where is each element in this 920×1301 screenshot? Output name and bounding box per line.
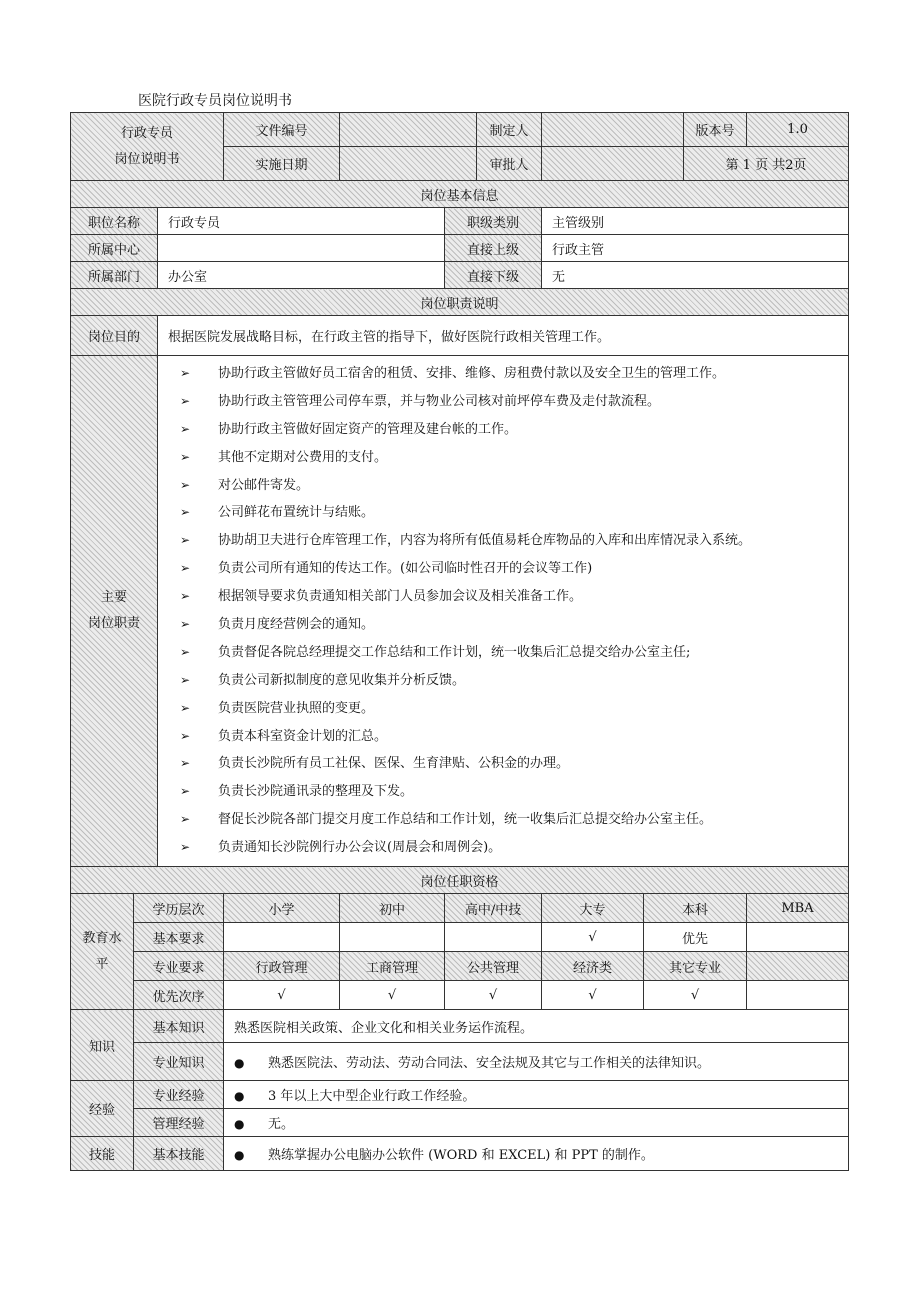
duty-text: 负责公司所有通知的传达工作。(如公司临时性召开的会议等工作) bbox=[218, 561, 593, 577]
subordinate-value: 无 bbox=[542, 262, 849, 289]
edu-level-cell: MBA bbox=[747, 894, 849, 923]
duty-list bbox=[158, 356, 848, 866]
approver-label: 审批人 bbox=[477, 147, 542, 181]
arrow-bullet-icon: ➢ bbox=[180, 812, 191, 827]
duty-item bbox=[180, 444, 848, 472]
duty-item bbox=[180, 360, 848, 388]
basic-req-cell bbox=[445, 923, 542, 952]
duty-item bbox=[180, 416, 848, 444]
mgmt-experience-cell bbox=[224, 1109, 849, 1137]
basic-skill-label: 基本技能 bbox=[134, 1137, 224, 1171]
duty-text: 负责本科室资金计划的汇总。 bbox=[218, 728, 388, 744]
knowledge-label: 知识 bbox=[71, 1010, 134, 1081]
arrow-bullet-icon: ➢ bbox=[180, 756, 191, 771]
main-duties-label-line1: 主要 bbox=[100, 590, 127, 606]
page-info: 第 1 页 共2页 bbox=[684, 147, 849, 181]
edu-level-cell: 本科 bbox=[644, 894, 747, 923]
duty-item bbox=[180, 834, 848, 862]
arrow-bullet-icon: ➢ bbox=[180, 617, 191, 632]
experience-label: 经验 bbox=[71, 1081, 134, 1137]
basic-req-cell bbox=[224, 923, 340, 952]
priority-cell bbox=[747, 981, 849, 1010]
pro-knowledge-label: 专业知识 bbox=[134, 1043, 224, 1081]
bullet-dot: ● bbox=[234, 1089, 245, 1104]
edu-level-label: 学历层次 bbox=[134, 894, 224, 923]
center-value bbox=[158, 235, 445, 262]
arrow-bullet-icon: ➢ bbox=[180, 366, 191, 380]
basic-req-cell bbox=[747, 923, 849, 952]
duty-text: 督促长沙院各部门提交月度工作总结和工作计划，统一收集后汇总提交给办公室主任。 bbox=[218, 812, 713, 828]
duty-text: 协助行政主管管理公司停车票，并与物业公司核对前坪停车费及走付款流程。 bbox=[218, 393, 661, 409]
basic-skill-value: 熟练掌握办公电脑办公软件 (WORD 和 EXCEL) 和 PPT 的制作。 bbox=[268, 1148, 654, 1164]
duty-item bbox=[180, 806, 848, 834]
basic-skill-cell bbox=[224, 1137, 849, 1171]
major-cell bbox=[747, 952, 849, 981]
major-cell: 公共管理 bbox=[445, 952, 542, 981]
pro-knowledge-cell bbox=[224, 1043, 849, 1081]
main-duties-label bbox=[71, 356, 158, 867]
duty-item bbox=[180, 639, 848, 667]
approver-value bbox=[542, 147, 684, 181]
edu-level-cell: 小学 bbox=[224, 894, 340, 923]
duty-item bbox=[180, 750, 848, 778]
arrow-bullet-icon: ➢ bbox=[180, 561, 191, 576]
mgmt-experience-value: 无。 bbox=[268, 1117, 295, 1133]
duty-item bbox=[180, 527, 848, 555]
duty-item bbox=[180, 499, 848, 527]
duty-text: 协助行政主管做好固定资产的管理及建台帐的工作。 bbox=[218, 421, 518, 437]
duty-text: 负责月度经营例会的通知。 bbox=[218, 617, 375, 633]
major-cell: 行政管理 bbox=[224, 952, 340, 981]
arrow-bullet-icon: ➢ bbox=[180, 505, 191, 520]
duty-text: 负责公司新拟制度的意见收集并分析反馈。 bbox=[218, 672, 466, 688]
major-cell: 工商管理 bbox=[340, 952, 445, 981]
duty-text: 负责医院营业执照的变更。 bbox=[218, 700, 375, 716]
duty-item bbox=[180, 472, 848, 500]
education-label-line2: 平 bbox=[95, 956, 109, 972]
basic-req-label: 基本要求 bbox=[134, 923, 224, 952]
basic-knowledge-label: 基本知识 bbox=[134, 1010, 224, 1043]
basic-req-cell: 优先 bbox=[644, 923, 747, 952]
major-cell: 其它专业 bbox=[644, 952, 747, 981]
bullet-dot: ● bbox=[234, 1117, 245, 1132]
duty-item bbox=[180, 583, 848, 611]
basic-info-section-title: 岗位基本信息 bbox=[71, 181, 849, 208]
duty-item bbox=[180, 723, 848, 751]
duty-item bbox=[180, 778, 848, 806]
job-name-label: 职位名称 bbox=[71, 208, 158, 235]
pro-experience-value: 3 年以上大中型企业行政工作经验。 bbox=[268, 1089, 476, 1105]
arrow-bullet-icon: ➢ bbox=[180, 421, 191, 436]
priority-label: 优先次序 bbox=[134, 981, 224, 1010]
duty-text: 其他不定期对公费用的支付。 bbox=[218, 449, 388, 465]
mgmt-experience-label: 管理经验 bbox=[134, 1109, 224, 1137]
doc-name-line1: 行政专员 bbox=[120, 125, 173, 141]
level-value: 主管级别 bbox=[542, 208, 849, 235]
priority-cell: √ bbox=[445, 981, 542, 1010]
file-no-value bbox=[340, 113, 477, 147]
edu-level-cell: 大专 bbox=[542, 894, 644, 923]
major-cell: 经济类 bbox=[542, 952, 644, 981]
priority-cell: √ bbox=[644, 981, 747, 1010]
duties-section-title: 岗位职责说明 bbox=[71, 289, 849, 316]
arrow-bullet-icon: ➢ bbox=[180, 672, 191, 687]
purpose-label: 岗位目的 bbox=[71, 316, 158, 356]
effective-date-value bbox=[340, 147, 477, 181]
arrow-bullet-icon: ➢ bbox=[180, 477, 191, 492]
duty-text: 公司鲜花布置统计与结账。 bbox=[218, 505, 375, 521]
doc-name-line2: 岗位说明书 bbox=[114, 151, 180, 167]
education-label-line1: 教育水 bbox=[82, 930, 122, 946]
edu-level-cell: 高中/中技 bbox=[445, 894, 542, 923]
center-label: 所属中心 bbox=[71, 235, 158, 262]
bullet-dot: ● bbox=[234, 1056, 245, 1071]
arrow-bullet-icon: ➢ bbox=[180, 589, 191, 604]
main-duties-label-line2: 岗位职责 bbox=[87, 616, 140, 632]
document-title: 医院行政专员岗位说明书 bbox=[138, 93, 292, 109]
duty-text: 负责通知长沙院例行办公会议(周晨会和周例会)。 bbox=[218, 840, 502, 856]
pro-experience-label: 专业经验 bbox=[134, 1081, 224, 1109]
superior-label: 直接上级 bbox=[445, 235, 542, 262]
duty-text: 负责长沙院通讯录的整理及下发。 bbox=[218, 784, 414, 800]
subordinate-label: 直接下级 bbox=[445, 262, 542, 289]
duty-item bbox=[180, 611, 848, 639]
priority-cell: √ bbox=[340, 981, 445, 1010]
arrow-bullet-icon: ➢ bbox=[180, 449, 191, 464]
duty-text: 协助行政主管做好员工宿舍的租赁、安排、维修、房租费付款以及安全卫生的管理工作。 bbox=[218, 366, 726, 381]
duty-list-cell bbox=[158, 356, 849, 867]
duty-item bbox=[180, 388, 848, 416]
arrow-bullet-icon: ➢ bbox=[180, 533, 191, 548]
priority-cell: √ bbox=[542, 981, 644, 1010]
basic-knowledge-value: 熟悉医院相关政策、企业文化和相关业务运作流程。 bbox=[224, 1010, 849, 1043]
arrow-bullet-icon: ➢ bbox=[180, 644, 191, 659]
job-name-value: 行政专员 bbox=[158, 208, 445, 235]
duty-text: 负责长沙院所有员工社保、医保、生育津贴、公积金的办理。 bbox=[218, 756, 570, 772]
superior-value: 行政主管 bbox=[542, 235, 849, 262]
version-label: 版本号 bbox=[684, 113, 747, 147]
education-label bbox=[71, 894, 134, 1010]
effective-date-label: 实施日期 bbox=[224, 147, 340, 181]
arrow-bullet-icon: ➢ bbox=[180, 728, 191, 743]
bullet-dot: ● bbox=[234, 1148, 245, 1163]
duty-item bbox=[180, 695, 848, 723]
file-no-label: 文件编号 bbox=[224, 113, 340, 147]
basic-req-cell: √ bbox=[542, 923, 644, 952]
author-value bbox=[542, 113, 684, 147]
major-label: 专业要求 bbox=[134, 952, 224, 981]
duty-text: 协助胡卫夫进行仓库管理工作，内容为将所有低值易耗仓库物品的入库和出库情况录入系统。 bbox=[218, 533, 752, 549]
priority-cell: √ bbox=[224, 981, 340, 1010]
arrow-bullet-icon: ➢ bbox=[180, 700, 191, 715]
skill-label: 技能 bbox=[71, 1137, 134, 1171]
edu-level-cell: 初中 bbox=[340, 894, 445, 923]
arrow-bullet-icon: ➢ bbox=[180, 840, 191, 855]
doc-name-cell bbox=[71, 113, 224, 181]
duty-item bbox=[180, 667, 848, 695]
arrow-bullet-icon: ➢ bbox=[180, 393, 191, 408]
arrow-bullet-icon: ➢ bbox=[180, 784, 191, 799]
duty-text: 对公邮件寄发。 bbox=[218, 477, 310, 493]
duty-text: 负责督促各院总经理提交工作总结和工作计划，统一收集后汇总提交给办公室主任; bbox=[218, 644, 691, 660]
job-description-table bbox=[70, 112, 849, 1171]
qualifications-section-title: 岗位任职资格 bbox=[71, 867, 849, 894]
duty-text: 根据领导要求负责通知相关部门人员参加会议及相关准备工作。 bbox=[218, 589, 583, 605]
version-value: 1.0 bbox=[747, 113, 849, 147]
duty-item bbox=[180, 555, 848, 583]
dept-label: 所属部门 bbox=[71, 262, 158, 289]
dept-value: 办公室 bbox=[158, 262, 445, 289]
pro-experience-cell bbox=[224, 1081, 849, 1109]
purpose-value: 根据医院发展战略目标，在行政主管的指导下，做好医院行政相关管理工作。 bbox=[158, 316, 849, 356]
author-label: 制定人 bbox=[477, 113, 542, 147]
pro-knowledge-value: 熟悉医院法、劳动法、劳动合同法、安全法规及其它与工作相关的法律知识。 bbox=[268, 1056, 711, 1072]
level-label: 职级类别 bbox=[445, 208, 542, 235]
basic-req-cell bbox=[340, 923, 445, 952]
